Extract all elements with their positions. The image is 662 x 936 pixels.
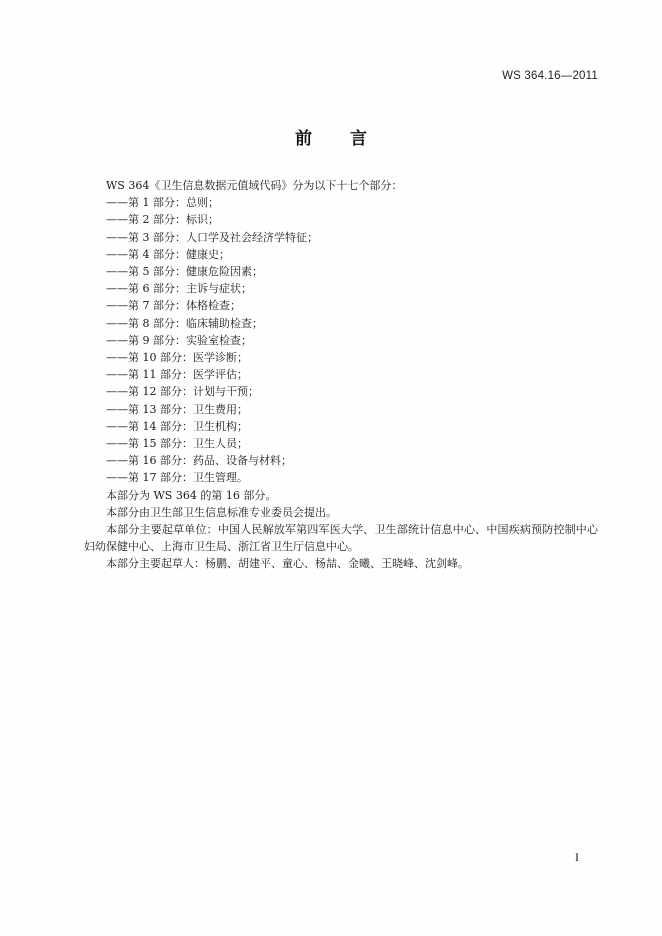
page-number: I (575, 850, 579, 864)
page-title: 前言 (295, 129, 405, 149)
list-item: ——第 15 部分：卫生人员； (106, 437, 248, 451)
list-item: ——第 13 部分：卫生费用； (106, 402, 248, 416)
list-item: ——第 17 部分：卫生管理。 (106, 471, 248, 485)
list-item: ——第 16 部分：药品、设备与材料； (106, 454, 292, 468)
list-item: ——第 1 部分：总则； (106, 196, 219, 210)
parts-list (84, 194, 598, 486)
list-item: ——第 7 部分：体格检查； (106, 299, 241, 313)
part-statement-paragraph: 本部分为 WS 364 的第 16 部分。 (106, 488, 277, 502)
list-item: ——第 5 部分：健康危险因素； (106, 265, 263, 279)
drafters-paragraph: 本部分主要起草人：杨鹏、胡建平、童心、杨喆、金曦、王晓峰、沈剑峰。 (106, 557, 469, 571)
list-item: ——第 14 部分：卫生机构； (106, 419, 248, 433)
proposer-paragraph: 本部分由卫生部卫生信息标准专业委员会提出。 (106, 505, 337, 519)
list-item: ——第 11 部分：医学评估； (106, 368, 248, 382)
document-code: WS 364.16—2011 (502, 70, 598, 82)
list-item: ——第 8 部分：临床辅助检查； (106, 316, 263, 330)
intro-paragraph: WS 364《卫生信息数据元值域代码》分为以下十七个部分： (106, 179, 403, 192)
list-item: ——第 2 部分：标识； (106, 213, 219, 227)
list-item: ——第 3 部分：人口学及社会经济学特征； (106, 230, 318, 244)
list-item: ——第 4 部分：健康史； (106, 247, 230, 261)
list-item: ——第 12 部分：计划与干预； (106, 385, 259, 399)
drafting-units-paragraph: 本部分主要起草单位：中国人民解放军第四军医大学、卫生部统计信息中心、中国疾病预防控制中心妇幼保健中心、上海市卫生局、浙江省卫生厅信息中心。 (84, 523, 598, 554)
foreword-body (84, 177, 598, 573)
list-item: ——第 6 部分：主诉与症状； (106, 282, 252, 296)
list-item: ——第 10 部分：医学诊断； (106, 351, 248, 365)
list-item: ——第 9 部分：实验室检查； (106, 333, 252, 347)
